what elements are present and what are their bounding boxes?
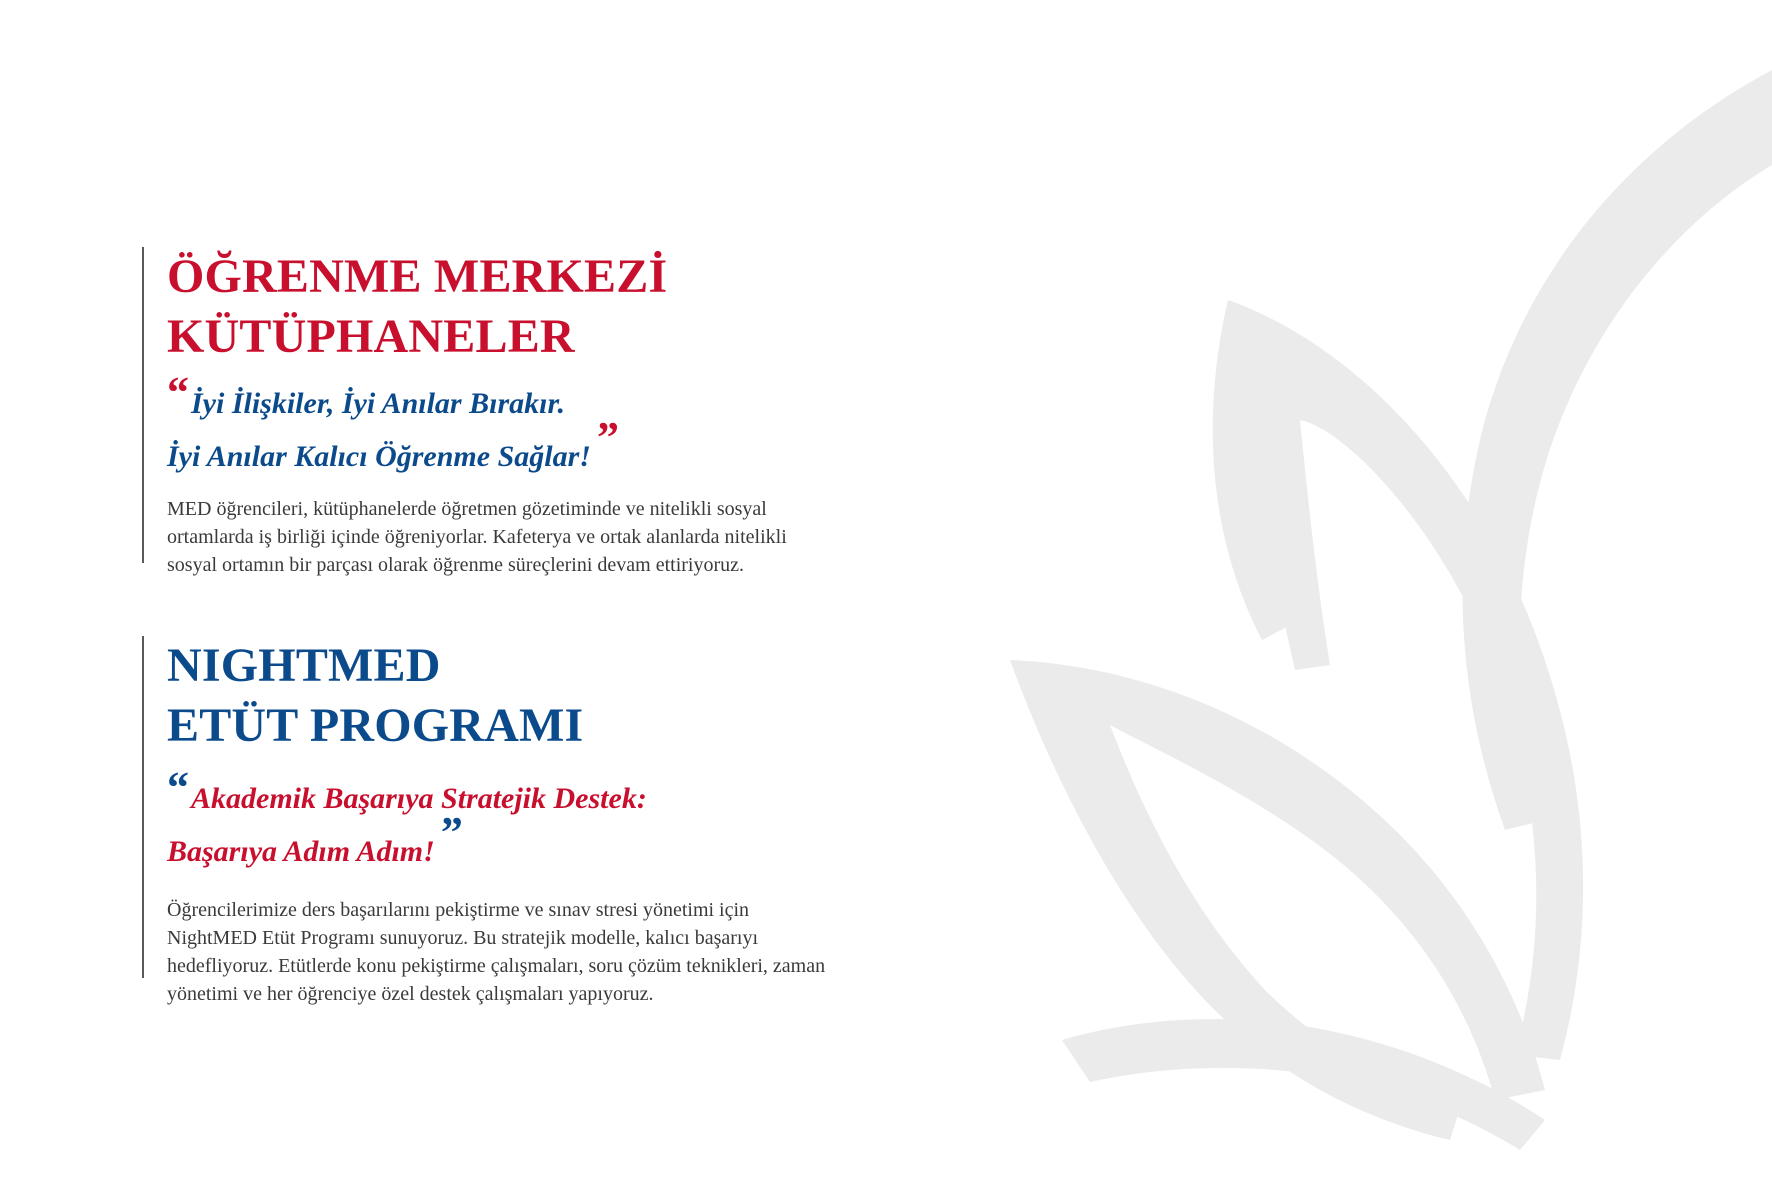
body-line: MED öğrencileri, kütüphanelerde öğretmen gözetiminde ve nitelikli sosyal xyxy=(167,498,767,520)
quote-line xyxy=(167,763,825,823)
quote-text: Başarıya Adım Adım! xyxy=(167,835,435,868)
quote-line xyxy=(167,413,787,481)
body-line: Öğrencilerimize ders başarılarını pekiştirme ve sınav stresi yönetimi için xyxy=(167,899,750,921)
body-line: ortamlarda iş birliği içinde öğreniyorlar. Kafeterya ve ortak alanlarda nitelikli xyxy=(167,526,787,548)
section-body xyxy=(167,495,787,579)
quote-text: İyi İlişkiler, İyi Anılar Bırakır. xyxy=(191,387,565,420)
quote-text: İyi Anılar Kalıcı Öğrenme Sağlar! xyxy=(167,440,591,473)
open-quote-mark: “ xyxy=(167,763,189,812)
section-quote xyxy=(167,368,787,481)
body-line: yönetimi ve her öğrenciye özel destek çalışmaları yapıyoruz. xyxy=(167,983,654,1005)
close-quote-mark: ” xyxy=(596,413,619,462)
quote-line xyxy=(167,368,787,428)
quote-line xyxy=(167,808,825,876)
quote-text: Akademik Başarıya Stratejik Destek: xyxy=(191,782,647,815)
section-nightmed-study xyxy=(142,636,826,1005)
body-line: hedefliyoruz. Etütlerde konu pekiştirme çalışmaları, soru çözüm teknikleri, zaman xyxy=(167,955,826,977)
heading-line: ETÜT PROGRAMI xyxy=(167,699,584,752)
section-heading xyxy=(167,636,825,756)
close-quote-mark: ” xyxy=(440,808,463,857)
body-line: sosyal ortamın bir parçası olarak öğrenme süreçlerini devam ettiriyoruz. xyxy=(167,554,745,576)
body-line: NightMED Etüt Programı sunuyoruz. Bu stratejik modelle, kalıcı başarıyı xyxy=(167,927,759,949)
heading-line: KÜTÜPHANELER xyxy=(167,310,575,363)
section-learning-center xyxy=(142,247,787,576)
section-body xyxy=(167,896,825,1008)
heading-line: ÖĞRENME MERKEZİ xyxy=(167,250,668,303)
open-quote-mark: “ xyxy=(167,368,189,417)
section-heading xyxy=(167,247,787,367)
heading-line: NIGHTMED xyxy=(167,639,441,692)
section-quote xyxy=(167,763,825,876)
